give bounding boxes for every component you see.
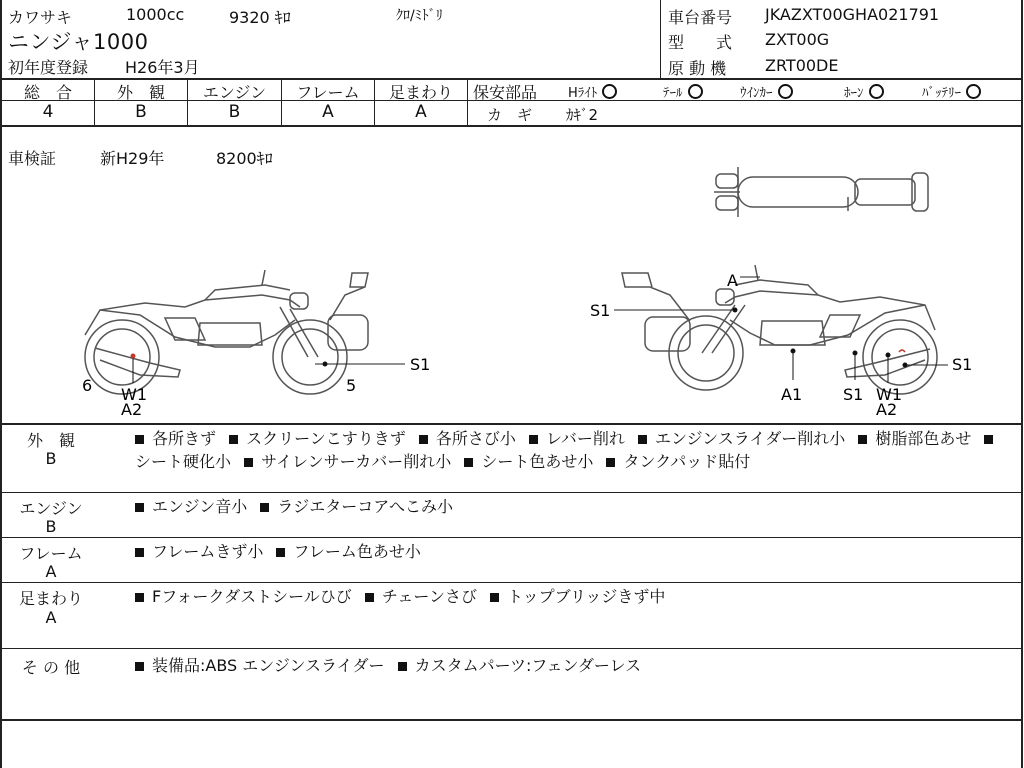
- remark-list-other: [135, 654, 1015, 677]
- grade-value-exterior: B: [135, 102, 147, 122]
- remark-item-text: 各所さび小: [435, 429, 516, 448]
- grade-value-suspension: A: [415, 102, 427, 122]
- remark-item: [858, 429, 971, 448]
- remark-item-text: チェーンさび: [381, 587, 478, 606]
- bullet-square-icon: [638, 435, 647, 444]
- remark-item: [398, 656, 642, 675]
- remark-item-text: シート色あせ小: [481, 452, 594, 471]
- safety-item-winker-label: ｳｲﾝｶｰ: [740, 86, 773, 101]
- mileage: 9320 ｷﾛ: [229, 8, 291, 27]
- remark-divider-5: [0, 719, 1023, 721]
- ok-circle-icon: [602, 84, 617, 99]
- remark-item-text: ラジエターコアへこみ小: [277, 497, 453, 516]
- mark-right-w1: W1: [876, 385, 902, 404]
- motorcycle-left-side-icon: [85, 270, 368, 394]
- remark-item-text: フレームきず小: [152, 542, 264, 561]
- grade-value-frame: A: [322, 102, 334, 122]
- scratch-mark-icon: [899, 350, 905, 352]
- mark-right-s1-far: S1: [952, 355, 973, 374]
- remark-list-frame: [135, 540, 1015, 563]
- first-reg-label: 初年度登録: [8, 58, 89, 77]
- mark-right-s1-top: S1: [590, 301, 611, 320]
- motorcycle-diagram: [0, 125, 1024, 425]
- remark-item-text: カスタムパーツ:フェンダーレス: [414, 656, 642, 675]
- key-value: ｶｷﾞ2: [566, 106, 599, 124]
- remark-item-text: シート硬化小: [135, 452, 232, 471]
- grade-label-frame: フレーム: [296, 83, 360, 102]
- engine-value: ZRT00DE: [765, 56, 839, 75]
- remark-grade-frame: A: [45, 562, 57, 581]
- remark-label-suspension: 足まわり: [18, 589, 83, 608]
- grade-label-engine: エンジン: [202, 83, 267, 102]
- grade-value-overall: 4: [42, 102, 54, 122]
- remark-item: [135, 656, 385, 675]
- mark-left-6: 6: [82, 376, 93, 395]
- remark-item: [229, 429, 406, 448]
- remark-item: [638, 429, 845, 448]
- remark-label-engine: エンジン: [19, 499, 83, 518]
- safety-item-battery: [922, 82, 981, 101]
- grade-value-engine: B: [228, 102, 241, 122]
- remark-item: [244, 452, 451, 471]
- remark-item: [276, 542, 420, 561]
- remark-grade-exterior: B: [45, 449, 57, 468]
- remark-item-text: サイレンサーカバー削れ小: [261, 452, 452, 471]
- bullet-square-icon: [490, 593, 499, 602]
- remark-item-text: トップブリッジきず中: [507, 587, 666, 606]
- bullet-square-icon: [135, 662, 144, 671]
- bullet-square-icon: [135, 548, 144, 557]
- remark-grade-suspension: A: [45, 608, 57, 627]
- motorcycle-right-side-icon: [622, 265, 937, 394]
- displacement: 1000cc: [126, 5, 185, 24]
- inspection-era: 新H29年: [100, 149, 165, 168]
- remark-list-exterior: [135, 427, 1015, 473]
- chassis-label: 車台番号: [668, 8, 733, 27]
- ok-circle-icon: [688, 84, 703, 99]
- ok-circle-icon: [778, 84, 793, 99]
- engine-label: 原 動 機: [668, 59, 727, 78]
- type-label: 型 式: [668, 33, 733, 52]
- bullet-square-icon: [135, 435, 144, 444]
- remark-item: [490, 587, 665, 606]
- bullet-square-icon: [984, 435, 993, 444]
- grade-label-suspension: 足まわり: [388, 83, 453, 102]
- remark-list-engine: [135, 495, 1015, 518]
- bullet-square-icon: [529, 435, 538, 444]
- remark-item: [464, 452, 593, 471]
- bullet-square-icon: [135, 593, 144, 602]
- remark-item: [529, 429, 625, 448]
- bullet-square-icon: [365, 593, 374, 602]
- bullet-square-icon: [276, 548, 285, 557]
- mark-right-a2: A2: [876, 400, 898, 419]
- remark-item-text: エンジンスライダー削れ小: [654, 429, 846, 448]
- mark-left-s1: S1: [410, 355, 431, 374]
- bullet-square-icon: [244, 458, 253, 467]
- safety-item-horn: [844, 82, 884, 101]
- remark-divider-3: [0, 582, 1023, 583]
- remark-divider-2: [0, 537, 1023, 538]
- mark-left-a2: A2: [121, 400, 143, 419]
- safety-item-headlight-label: Hﾗｲﾄ: [568, 86, 598, 101]
- model-name: ニンジャ1000: [8, 30, 149, 54]
- header-vline: [660, 0, 661, 79]
- grade-label-overall: 総 合: [23, 83, 72, 102]
- remark-item-text: スクリーンこすりきず: [246, 429, 406, 448]
- remark-item-text: 樹脂部色あせ: [875, 429, 972, 448]
- safety-item-winker: [740, 82, 793, 101]
- ok-circle-icon: [966, 84, 981, 99]
- remark-item: [260, 497, 453, 516]
- mark-left-5: 5: [346, 376, 357, 395]
- remark-item: [135, 542, 263, 561]
- first-reg-value: H26年3月: [125, 58, 200, 77]
- remark-item: [419, 429, 516, 448]
- remark-item-text: Fフォークダストシールひび: [152, 587, 352, 606]
- bullet-square-icon: [419, 435, 428, 444]
- mark-right-a1: A1: [781, 385, 803, 404]
- safety-item-horn-label: ﾎｰﾝ: [844, 86, 864, 101]
- remark-item: [135, 587, 352, 606]
- safety-item-headlight: [568, 82, 617, 101]
- remark-item: [606, 452, 750, 471]
- mark-left-w1: W1: [121, 385, 147, 404]
- remark-item: [135, 429, 216, 448]
- remark-label-other: そ の 他: [21, 658, 81, 677]
- remark-divider-4: [0, 648, 1023, 649]
- bullet-square-icon: [398, 662, 407, 671]
- motorcycle-top-view-icon: [714, 167, 928, 217]
- safety-label: 保安部品: [473, 83, 538, 102]
- inspection-label: 車検証: [8, 149, 57, 168]
- remark-item-text: タンクパッド貼付: [623, 452, 751, 471]
- mark-right-a: A: [727, 271, 738, 290]
- body-color: ｸﾛ/ﾐﾄﾞﾘ: [396, 8, 443, 24]
- safety-item-battery-label: ﾊﾞｯﾃﾘｰ: [922, 86, 961, 101]
- remark-item-text: 装備品:ABS エンジンスライダー: [152, 656, 385, 675]
- bullet-square-icon: [858, 435, 867, 444]
- remark-item-text: エンジン音小: [152, 497, 248, 516]
- remark-grade-engine: B: [45, 517, 57, 536]
- bullet-square-icon: [464, 458, 473, 467]
- safety-item-tail-label: ﾃｰﾙ: [663, 86, 683, 101]
- remark-item-text: レバー削れ: [546, 429, 625, 448]
- bullet-square-icon: [229, 435, 238, 444]
- key-label: カ ギ: [487, 106, 533, 124]
- bullet-square-icon: [135, 503, 144, 512]
- inspection-mileage: 8200ｷﾛ: [216, 149, 273, 168]
- grade-vline-5: [467, 79, 468, 126]
- remark-item: [135, 497, 247, 516]
- remark-item: [365, 587, 477, 606]
- chassis-value: JKAZXT00GHA021791: [765, 5, 940, 24]
- mark-right-s1-bottom: S1: [843, 385, 864, 404]
- remark-label-exterior: 外 観: [26, 431, 75, 450]
- remark-label-frame: フレーム: [19, 544, 83, 563]
- grade-label-exterior: 外 観: [116, 83, 165, 102]
- maker: カワサキ: [8, 8, 73, 27]
- safety-item-tail: [663, 82, 703, 101]
- bullet-square-icon: [606, 458, 615, 467]
- ok-circle-icon: [869, 84, 884, 99]
- remark-divider-1: [0, 492, 1023, 493]
- bullet-square-icon: [260, 503, 269, 512]
- remark-list-suspension: [135, 585, 1015, 608]
- remark-item-text: フレーム色あせ小: [293, 542, 421, 561]
- remark-item-text: 各所きず: [152, 429, 217, 448]
- type-value: ZXT00G: [765, 30, 830, 49]
